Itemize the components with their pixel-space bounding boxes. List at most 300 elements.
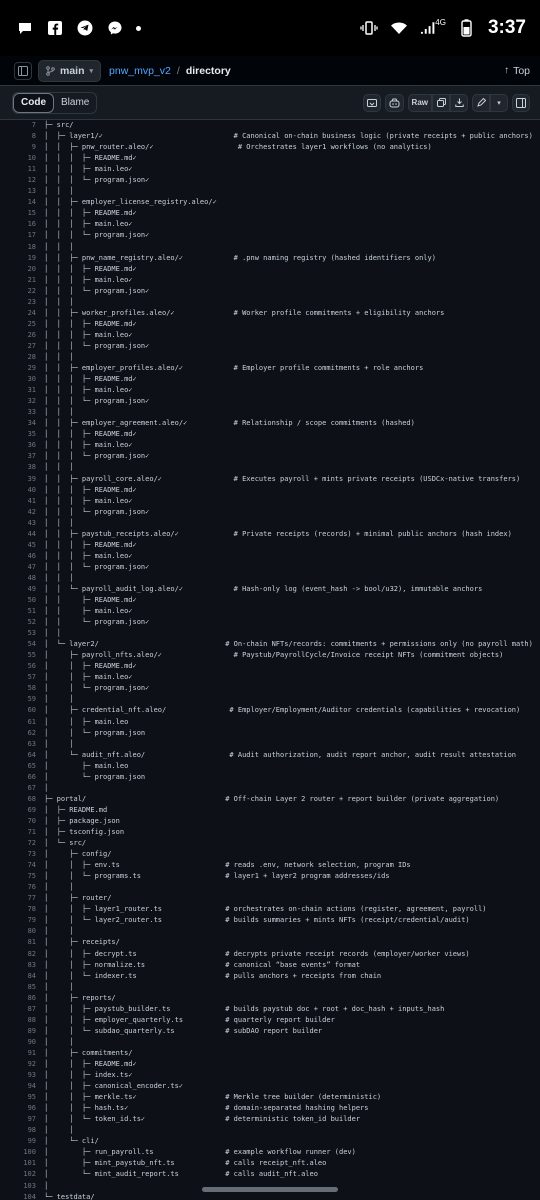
line-number[interactable]: 54 <box>27 640 36 649</box>
line-number[interactable]: 58 <box>27 684 36 693</box>
code-line <box>0 683 540 694</box>
edit-menu-button[interactable] <box>490 94 508 112</box>
line-content: │ └─ cli/ <box>44 1137 99 1146</box>
line-number[interactable]: 13 <box>27 187 36 196</box>
line-content: │ │ │ ├─ main.leo✓ <box>44 386 133 395</box>
line-number[interactable]: 41 <box>27 496 36 505</box>
line-number[interactable]: 90 <box>27 1037 36 1046</box>
line-number[interactable]: 10 <box>27 154 36 163</box>
line-number[interactable]: 92 <box>27 1059 36 1068</box>
code-line <box>0 606 540 617</box>
code-line <box>0 1015 540 1026</box>
line-content: │ ├─ credential_nft.aleo/ # Employer/Employment/Auditor credentials (capabilities + revocation) <box>44 706 521 715</box>
line-content: └─ testdata/ <box>44 1192 95 1200</box>
line-number[interactable]: 49 <box>27 584 36 593</box>
line-number[interactable]: 27 <box>27 341 36 350</box>
line-content: │ ├─ main.leo <box>44 761 129 770</box>
code-line <box>0 661 540 672</box>
line-content: │ │ ├─ payroll_core.aleo/✓ # Executes payroll + mints private receipts (USDCx-native transfers) <box>44 474 521 483</box>
line-number[interactable]: 75 <box>27 872 36 881</box>
code-line <box>0 1169 540 1180</box>
line-number[interactable]: 84 <box>27 971 36 980</box>
line-content: │ │ ├─ pnw_router.aleo/✓ # Orchestrates layer1 workflows (no analytics) <box>44 143 432 152</box>
code-line <box>0 617 540 628</box>
line-number[interactable]: 47 <box>27 562 36 571</box>
line-content: │ │ │ ├─ main.leo✓ <box>44 496 133 505</box>
code-line <box>0 142 540 153</box>
code-line <box>0 551 540 562</box>
code-line <box>0 186 540 197</box>
code-line <box>0 462 540 473</box>
signal-icon <box>420 19 446 37</box>
line-content: │ │ │ <box>44 297 74 306</box>
line-number[interactable]: 66 <box>27 772 36 781</box>
code-line <box>0 363 540 374</box>
line-content: │ ├─ router/ <box>44 894 112 903</box>
symbols-button[interactable] <box>363 94 381 112</box>
line-content: │ ├─ receipts/ <box>44 938 120 947</box>
line-content: │ │ └─ layer2_router.ts # builds summaries + mints NFTs (receipt/credential/audit) <box>44 916 470 925</box>
line-content: │ │ └─ program.json✓ <box>44 618 150 627</box>
code-line <box>0 319 540 330</box>
line-content: │ ├─ payroll_nfts.aleo/✓ # Paystub/PayrollCycle/Invoice receipt NFTs (commitment objects) <box>44 651 504 660</box>
line-number[interactable]: 59 <box>27 695 36 704</box>
line-number[interactable]: 50 <box>27 596 36 605</box>
vibrate-icon <box>360 19 378 37</box>
line-number[interactable]: 43 <box>27 518 36 527</box>
line-content: │ │ ├─ worker_profiles.aleo/✓ # Worker profile commitments + eligibility anchors <box>44 308 445 317</box>
code-line <box>0 120 540 131</box>
line-number[interactable]: 15 <box>27 209 36 218</box>
line-number[interactable]: 67 <box>27 783 36 792</box>
code-line <box>0 1158 540 1169</box>
file-toolbar <box>0 86 540 120</box>
code-line <box>0 949 540 960</box>
line-number[interactable]: 77 <box>27 894 36 903</box>
code-line <box>0 496 540 507</box>
code-line <box>0 937 540 948</box>
line-number[interactable]: 24 <box>27 308 36 317</box>
line-number[interactable]: 97 <box>27 1115 36 1124</box>
line-number[interactable]: 19 <box>27 253 36 262</box>
line-content: │ │ │ └─ program.json✓ <box>44 341 150 350</box>
code-line <box>0 197 540 208</box>
line-number[interactable]: 94 <box>27 1082 36 1091</box>
view-toggle <box>12 92 97 114</box>
line-content: │ │ ├─ employer_agreement.aleo/✓ # Relationship / scope commitments (hashed) <box>44 419 415 428</box>
line-number[interactable]: 48 <box>27 573 36 582</box>
code-line <box>0 529 540 540</box>
code-line <box>0 650 540 661</box>
raw-button[interactable]: Raw <box>408 94 432 112</box>
line-number[interactable]: 22 <box>27 286 36 295</box>
copilot-icon <box>389 98 400 108</box>
status-bar <box>0 0 540 56</box>
line-content: │ │ │ └─ program.json✓ <box>44 562 150 571</box>
line-number[interactable]: 16 <box>27 220 36 229</box>
code-line <box>0 860 540 871</box>
download-button[interactable] <box>450 94 468 112</box>
code-line <box>0 816 540 827</box>
line-content: │ │ └─ indexer.ts # pulls anchors + receipts from chain <box>44 971 382 980</box>
code-line <box>0 418 540 429</box>
line-number[interactable]: 69 <box>27 805 36 814</box>
code-line <box>0 783 540 794</box>
line-number[interactable]: 25 <box>27 319 36 328</box>
line-number[interactable]: 99 <box>27 1137 36 1146</box>
code-line <box>0 926 540 937</box>
line-content: │ │ ├─ index.ts✓ <box>44 1071 133 1080</box>
line-number[interactable]: 46 <box>27 551 36 560</box>
line-content: │ └─ mint_audit_report.ts # calls audit_nft.aleo <box>44 1170 318 1179</box>
code-line <box>0 761 540 772</box>
line-content: │ ├─ config/ <box>44 850 112 859</box>
line-number[interactable]: 40 <box>27 485 36 494</box>
code-line <box>0 705 540 716</box>
line-number[interactable]: 17 <box>27 231 36 240</box>
chevron-down-icon: ▾ <box>89 67 94 75</box>
pencil-icon <box>477 98 486 107</box>
top-label: Top <box>513 64 530 77</box>
line-number[interactable]: 96 <box>27 1104 36 1113</box>
line-content: │ │ ├─ merkle.ts✓ # Merkle tree builder (deterministic) <box>44 1093 382 1102</box>
code-line <box>0 1147 540 1158</box>
line-number[interactable]: 39 <box>27 474 36 483</box>
code-line <box>0 507 540 518</box>
line-number[interactable]: 76 <box>27 883 36 892</box>
code-line <box>0 960 540 971</box>
code-line <box>0 164 540 175</box>
line-content: │ ├─ tsconfig.json <box>44 828 125 836</box>
line-number[interactable]: 104 <box>23 1192 36 1200</box>
line-number[interactable]: 7 <box>31 121 36 129</box>
code-line <box>0 518 540 529</box>
line-content: │ │ ├─ pnw_name_registry.aleo/✓ # .pnw naming registry (hashed identifiers only) <box>44 253 436 262</box>
code-line <box>0 1103 540 1114</box>
code-line <box>0 297 540 308</box>
line-number[interactable]: 30 <box>27 375 36 384</box>
code-line <box>0 893 540 904</box>
line-number[interactable]: 73 <box>27 850 36 859</box>
line-content: │ └─ src/ <box>44 839 87 848</box>
code-line <box>0 871 540 882</box>
line-number[interactable]: 100 <box>23 1148 36 1157</box>
line-content: │ │ <box>44 695 74 704</box>
line-content: │ ├─ run_payroll.ts # example workflow runner (dev) <box>44 1148 356 1157</box>
line-number[interactable]: 23 <box>27 297 36 306</box>
code-line <box>0 1092 540 1103</box>
line-number[interactable]: 20 <box>27 264 36 273</box>
line-content: │ │ ├─ canonical_encoder.ts✓ <box>44 1082 184 1091</box>
line-number[interactable]: 87 <box>27 1004 36 1013</box>
line-number[interactable]: 8 <box>31 132 36 141</box>
line-number[interactable]: 52 <box>27 618 36 627</box>
symbols-icon <box>367 98 377 108</box>
line-number[interactable]: 95 <box>27 1093 36 1102</box>
line-number[interactable]: 61 <box>27 717 36 726</box>
line-content: │ ├─ layer1/✓ # Canonical on-chain business logic (private receipts + public anchors) <box>44 132 533 141</box>
code-line <box>0 219 540 230</box>
line-content: │ │ │ ├─ README.md✓ <box>44 375 137 384</box>
line-number[interactable]: 71 <box>27 828 36 836</box>
telegram-icon <box>76 19 94 37</box>
line-number[interactable]: 42 <box>27 507 36 516</box>
code-view[interactable] <box>0 120 540 1200</box>
code-line <box>0 982 540 993</box>
code-line <box>0 264 540 275</box>
line-number[interactable]: 91 <box>27 1048 36 1057</box>
line-content: │ │ ├─ paystub_builder.ts # builds paystub doc + root + doc_hash + inputs_hash <box>44 1004 445 1013</box>
line-content: ├─ src/ <box>44 121 74 129</box>
line-content: │ │ │ <box>44 518 74 527</box>
download-icon <box>455 98 464 107</box>
code-line <box>0 805 540 816</box>
line-number[interactable]: 74 <box>27 861 36 870</box>
line-number[interactable]: 37 <box>27 452 36 461</box>
blame-tab[interactable]: Blame <box>61 97 90 108</box>
code-line <box>0 717 540 728</box>
code-line <box>0 1125 540 1136</box>
line-number[interactable]: 21 <box>27 275 36 284</box>
toggle-sidebar-button[interactable] <box>14 62 32 80</box>
line-number[interactable]: 89 <box>27 1026 36 1035</box>
line-content: │ │ ├─ README.md✓ <box>44 662 137 671</box>
line-content: │ │ │ ├─ main.leo✓ <box>44 441 133 450</box>
line-number[interactable]: 82 <box>27 949 36 958</box>
code-line <box>0 882 540 893</box>
line-number[interactable]: 51 <box>27 607 36 616</box>
line-number[interactable]: 86 <box>27 993 36 1002</box>
code-line <box>0 595 540 606</box>
code-line <box>0 374 540 385</box>
line-number[interactable]: 81 <box>27 938 36 947</box>
line-content: │ │ │ ├─ main.leo✓ <box>44 220 133 229</box>
code-line <box>0 772 540 783</box>
line-content: │ │ ├─ main.leo✓ <box>44 673 133 682</box>
line-number[interactable]: 44 <box>27 529 36 538</box>
line-content: │ │ │ └─ program.json✓ <box>44 176 150 185</box>
line-content: │ │ ├─ employer_quarterly.ts # quarterly report builder <box>44 1015 335 1024</box>
home-indicator[interactable] <box>202 1187 338 1192</box>
line-number[interactable]: 33 <box>27 408 36 417</box>
line-content: │ <box>44 1181 49 1190</box>
code-line <box>0 827 540 838</box>
code-line <box>0 275 540 286</box>
line-content: │ │ │ └─ program.json✓ <box>44 231 150 240</box>
code-line <box>0 396 540 407</box>
code-line <box>0 451 540 462</box>
line-number[interactable]: 14 <box>27 198 36 207</box>
line-number[interactable]: 101 <box>23 1159 36 1168</box>
arrow-up-icon: ↑ <box>504 65 510 76</box>
line-content: │ │ │ ├─ main.leo✓ <box>44 165 133 174</box>
line-number[interactable]: 12 <box>27 176 36 185</box>
code-line <box>0 1070 540 1081</box>
line-content: │ ├─ reports/ <box>44 993 116 1002</box>
code-tab[interactable]: Code <box>13 93 54 113</box>
code-line <box>0 849 540 860</box>
line-number[interactable]: 79 <box>27 916 36 925</box>
line-content: │ │ <box>44 982 74 991</box>
line-content: │ │ │ <box>44 573 74 582</box>
line-content: │ │ └─ token_id.ts✓ # deterministic token_id builder <box>44 1115 361 1124</box>
line-content: │ │ ├─ README.md✓ <box>44 1059 137 1068</box>
edit-button[interactable] <box>472 94 490 112</box>
line-number[interactable]: 29 <box>27 364 36 373</box>
code-line <box>0 993 540 1004</box>
line-number[interactable]: 64 <box>27 750 36 759</box>
line-content: │ │ ├─ normalize.ts # canonical “base events” format <box>44 960 361 969</box>
code-line <box>0 208 540 219</box>
line-number[interactable]: 53 <box>27 629 36 638</box>
breadcrumb-repo[interactable]: pnw_mvp_v2 <box>109 64 171 77</box>
code-line <box>0 153 540 164</box>
line-number[interactable]: 88 <box>27 1015 36 1024</box>
line-number[interactable]: 18 <box>27 242 36 251</box>
line-content: │ └─ audit_nft.aleo/ # Audit authorization, audit report anchor, audit result attestation <box>44 750 517 759</box>
line-number[interactable]: 102 <box>23 1170 36 1179</box>
code-line <box>0 385 540 396</box>
line-number[interactable]: 78 <box>27 905 36 914</box>
copy-icon <box>437 98 446 107</box>
line-content: │ │ <box>44 739 74 748</box>
line-number[interactable]: 56 <box>27 662 36 671</box>
code-line <box>0 1004 540 1015</box>
copy-raw-button[interactable] <box>432 94 450 112</box>
raw-button-group <box>408 94 468 112</box>
code-line <box>0 838 540 849</box>
symbols-panel-button[interactable] <box>512 94 530 112</box>
branch-selector[interactable] <box>38 60 101 82</box>
line-number[interactable]: 34 <box>27 419 36 428</box>
line-content: │ │ │ <box>44 242 74 251</box>
line-content: │ │ ├─ paystub_receipts.aleo/✓ # Private receipts (records) + minimal public anchors (hash index) <box>44 529 512 538</box>
file-header <box>0 56 540 86</box>
line-content: │ │ │ ├─ README.md✓ <box>44 540 137 549</box>
line-content: │ │ │ ├─ README.md✓ <box>44 154 137 163</box>
line-number[interactable]: 26 <box>27 330 36 339</box>
line-number[interactable]: 38 <box>27 463 36 472</box>
line-content: │ │ └─ program.json✓ <box>44 684 150 693</box>
line-content: │ │ ├─ hash.ts✓ # domain-separated hashing helpers <box>44 1104 369 1113</box>
top-button[interactable] <box>504 65 530 77</box>
code-line <box>0 330 540 341</box>
line-content: │ │ │ ├─ README.md✓ <box>44 485 137 494</box>
line-number[interactable]: 57 <box>27 673 36 682</box>
line-content: │ │ │ <box>44 463 74 472</box>
battery-icon <box>458 19 476 37</box>
code-line <box>0 628 540 639</box>
line-content: │ │ ├─ employer_license_registry.aleo/✓ <box>44 198 217 207</box>
sidebar-icon <box>18 66 28 76</box>
code-line <box>0 1048 540 1059</box>
line-number[interactable]: 68 <box>27 794 36 803</box>
line-number[interactable]: 32 <box>27 397 36 406</box>
line-number[interactable]: 9 <box>31 143 36 152</box>
line-content: │ │ ├─ layer1_router.ts # orchestrates on-chain actions (register, agreement, payroll) <box>44 905 487 914</box>
wifi-icon <box>390 19 408 37</box>
code-line <box>0 230 540 241</box>
panel-icon <box>516 98 526 108</box>
clock: 3:37 <box>487 17 526 38</box>
code-line <box>0 242 540 253</box>
line-content: │ │ └─ subdao_quarterly.ts # subDAO report builder <box>44 1026 323 1035</box>
line-content: │ └─ layer2/ # On-chain NFTs/records: commitments + permissions only (no payroll math) <box>44 640 533 649</box>
code-line <box>0 308 540 319</box>
line-content: │ │ │ <box>44 352 74 361</box>
line-content: │ │ └─ program.json <box>44 728 146 737</box>
notification-dot-icon <box>136 26 141 31</box>
messenger-icon <box>106 19 124 37</box>
line-number[interactable]: 63 <box>27 739 36 748</box>
line-number[interactable]: 80 <box>27 927 36 936</box>
line-number[interactable]: 85 <box>27 982 36 991</box>
line-content: │ │ <box>44 927 74 936</box>
code-line <box>0 341 540 352</box>
line-number[interactable]: 60 <box>27 706 36 715</box>
line-content: │ │ │ └─ program.json✓ <box>44 286 150 295</box>
code-line <box>0 1026 540 1037</box>
line-number[interactable]: 11 <box>27 165 36 174</box>
line-number[interactable]: 70 <box>27 816 36 825</box>
line-content: │ ├─ package.json <box>44 816 120 825</box>
line-content: │ │ <box>44 629 61 638</box>
code-line <box>0 750 540 761</box>
branch-icon <box>46 66 55 76</box>
line-content: │ │ ├─ employer_profiles.aleo/✓ # Employer profile commitments + role anchors <box>44 364 424 373</box>
code-line <box>0 728 540 739</box>
line-number[interactable]: 98 <box>27 1126 36 1135</box>
code-line <box>0 131 540 142</box>
line-number[interactable]: 45 <box>27 540 36 549</box>
code-line <box>0 474 540 485</box>
code-line <box>0 562 540 573</box>
chat-bubble-icon <box>16 19 34 37</box>
code-lines <box>0 120 540 1200</box>
code-line <box>0 584 540 595</box>
code-line <box>0 1081 540 1092</box>
line-content: │ │ │ <box>44 408 74 417</box>
copilot-button[interactable] <box>385 94 404 112</box>
line-content: │ │ │ ├─ main.leo✓ <box>44 551 133 560</box>
line-content: │ ├─ mint_paystub_nft.ts # calls receipt_nft.aleo <box>44 1159 327 1168</box>
line-number[interactable]: 28 <box>27 352 36 361</box>
code-line <box>0 253 540 264</box>
branch-name: main <box>60 64 85 77</box>
line-number[interactable]: 62 <box>27 728 36 737</box>
code-line <box>0 540 540 551</box>
line-number[interactable]: 83 <box>27 960 36 969</box>
line-number[interactable]: 65 <box>27 761 36 770</box>
line-number[interactable]: 93 <box>27 1071 36 1080</box>
line-number[interactable]: 103 <box>23 1181 36 1190</box>
code-line <box>0 915 540 926</box>
code-line <box>0 485 540 496</box>
line-number[interactable]: 31 <box>27 386 36 395</box>
code-line <box>0 407 540 418</box>
code-line <box>0 440 540 451</box>
line-number[interactable]: 55 <box>27 651 36 660</box>
line-number[interactable]: 35 <box>27 430 36 439</box>
line-content: │ │ │ ├─ main.leo✓ <box>44 275 133 284</box>
line-content: │ │ │ └─ program.json✓ <box>44 397 150 406</box>
line-content: │ │ ├─ main.leo <box>44 717 129 726</box>
line-number[interactable]: 36 <box>27 441 36 450</box>
code-line <box>0 175 540 186</box>
line-number[interactable]: 72 <box>27 839 36 848</box>
line-content: │ │ └─ payroll_audit_log.aleo/✓ # Hash-only log (event_hash -> bool/u32), immutable anchors <box>44 584 483 593</box>
code-line <box>0 904 540 915</box>
